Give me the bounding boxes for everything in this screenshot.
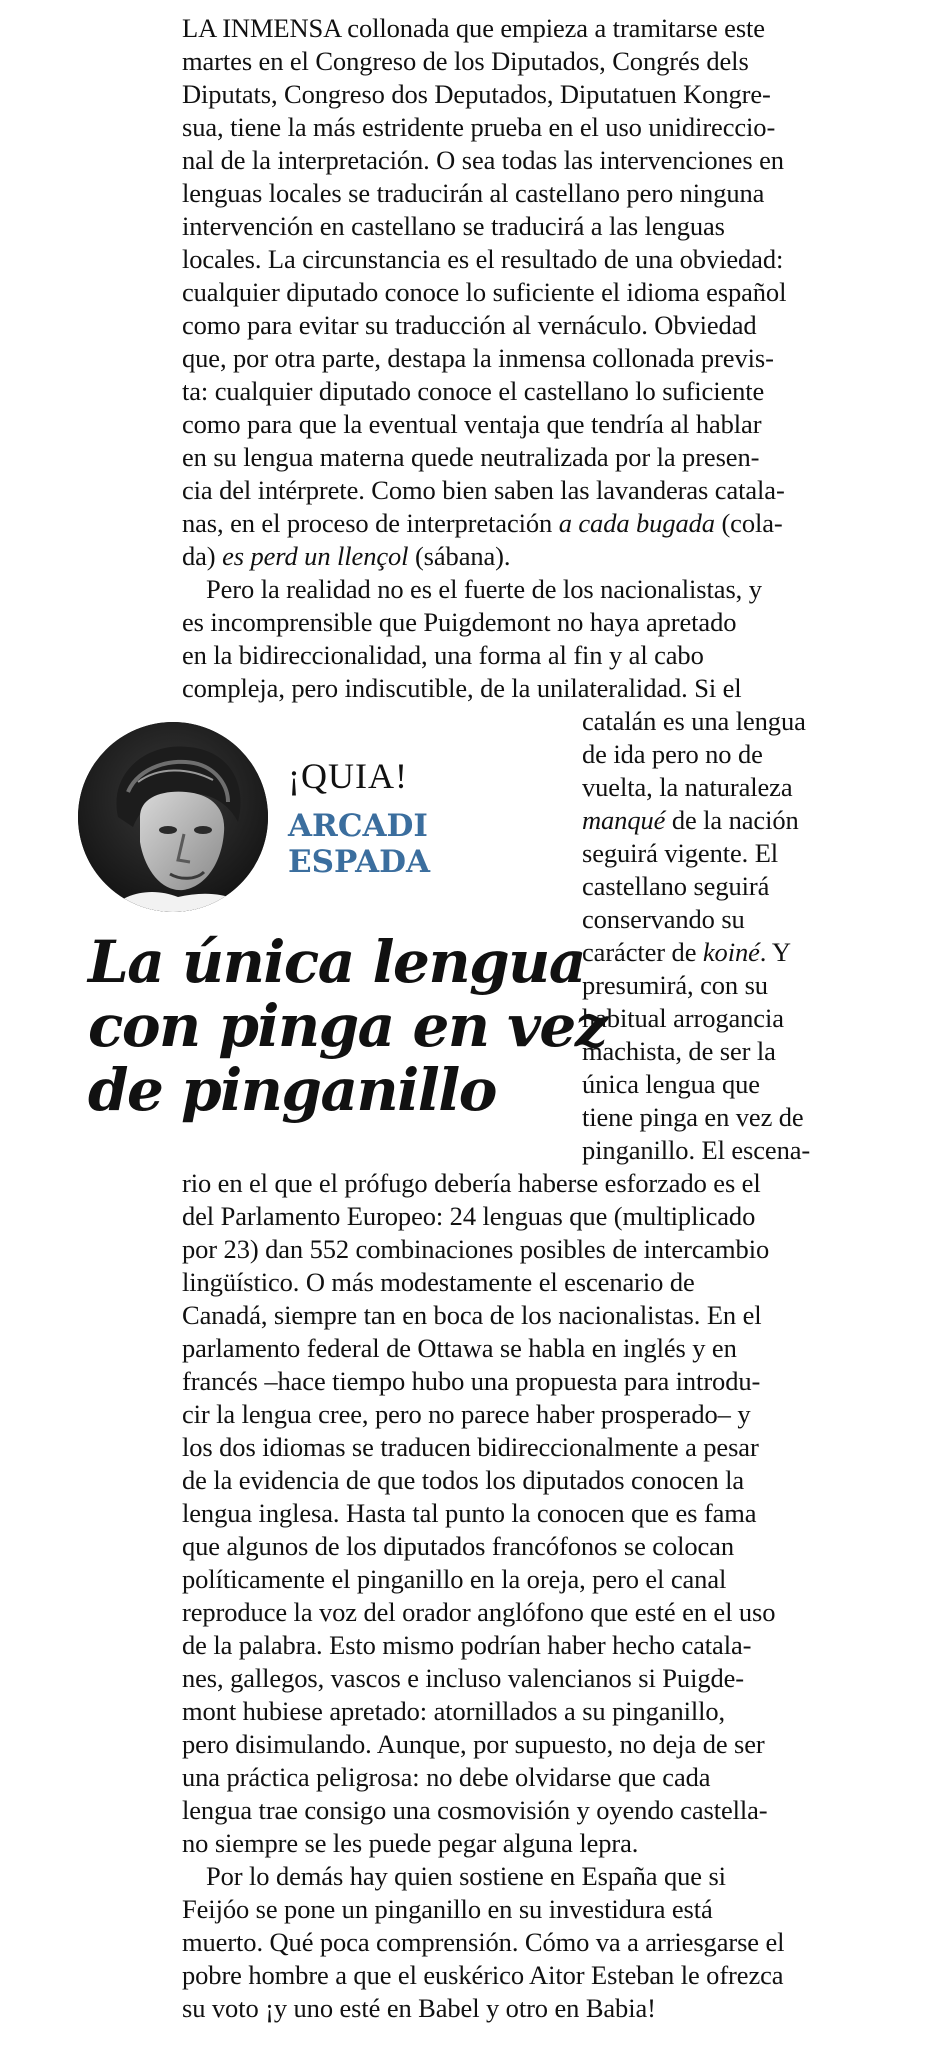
body-line: de ida pero no de [582,739,763,769]
body-line: es incomprensible que Puigdemont no haya apretado [182,607,737,637]
body-line [182,507,783,540]
body-line: única lengua que [582,1069,760,1099]
author-name [288,808,430,880]
body-line: en su lengua materna quede neutralizada por la presen- [182,442,760,472]
body-line: de la evidencia de que todos los diputados conocen la [182,1465,745,1495]
body-text: nas, en el proceso de interpretación [182,508,559,538]
body-line: presumirá, con su [582,970,768,1000]
body-line: mont hubiese apretado: atornillados a su pinganillo, [182,1696,726,1726]
body-italic-text: koiné [702,937,760,967]
body-line: como para que la eventual ventaja que tendría al hablar [182,409,762,439]
body-text: da) [182,541,223,571]
body-line: cir la lengua cree, pero no parece haber prosperado– y [182,1399,751,1429]
body-line: pinganillo. El escena- [582,1135,811,1165]
body-line: martes en el Congreso de los Diputados, Congrés dels [182,46,749,76]
body-italic-text: a cada bugada [558,508,715,538]
body-line: por 23) dan 552 combinaciones posibles de intercambio [182,1234,770,1264]
body-italic-text: manqué [582,805,666,835]
body-line: conservando su [582,904,745,934]
body-line: de la palabra. Esto mismo podrían haber hecho catala- [182,1630,752,1660]
body-line: LA INMENSA collonada que empieza a tramitarse este [182,13,765,43]
headline-line: de pinganillo [88,1056,496,1124]
section-kicker: ¡QUIA! [288,756,408,796]
headline-line: con pinga en vez [88,992,607,1060]
body-line: Feijóo se pone un pinganillo en su investidura está [182,1894,713,1924]
body-line: parlamento federal de Ottawa se habla en inglés y en [182,1333,737,1363]
body-line: francés –hace tiempo hubo una propuesta para introdu- [182,1366,761,1396]
body-line: catalán es una lengua [582,706,806,736]
body-line: nal de la interpretación. O sea todas las intervenciones en [182,145,784,175]
author-portrait-icon [78,722,268,912]
body-text: (cola- [714,508,783,538]
body-text: . Y [759,937,791,967]
body-line: en la bidireccionalidad, una forma al fin y al cabo [182,640,704,670]
author-portrait [78,722,268,912]
author-first-name: ARCADI [288,808,428,844]
body-line: lingüístico. O más modestamente el escenario de [182,1267,695,1297]
body-line: Diputats, Congreso dos Deputados, Diputatuen Kongre- [182,79,771,109]
body-line: tiene pinga en vez de [582,1102,804,1132]
body-line: su voto ¡y uno esté en Babel y otro en Babia! [182,1993,656,2023]
body-line: cualquier diputado conoce lo suficiente el idioma español [182,277,787,307]
body-line: lengua trae consigo una cosmovisión y oyendo castella- [182,1795,768,1825]
body-line: compleja, pero indiscutible, de la unilateralidad. Si el [182,673,742,703]
body-line: políticamente el pinganillo en la oreja, pero el canal [182,1564,727,1594]
body-line: sua, tiene la más estridente prueba en el uso unidireccio- [182,112,776,142]
body-line: rio en el que el prófugo debería haberse esforzado es el [182,1168,761,1198]
body-line: Por lo demás hay quien sostiene en España que si [206,1861,726,1891]
body-line: que, por otra parte, destapa la inmensa collonada previs- [182,343,774,373]
body-italic-text: es perd un llençol [222,541,409,571]
body-line: muerto. Qué poca comprensión. Cómo va a arriesgarse el [182,1927,785,1957]
body-line: vuelta, la naturaleza [582,772,793,802]
body-line: seguirá vigente. El [582,838,779,868]
body-text: de la nación [665,805,799,835]
body-line: cia del intérprete. Como bien saben las lavanderas catala- [182,475,785,505]
body-line: Pero la realidad no es el fuerte de los nacionalistas, y [206,574,762,604]
headline [88,928,607,1124]
author-last-name: ESPADA [288,844,431,880]
body-line: machista, de ser la [582,1036,776,1066]
body-line: pobre hombre a que el euskérico Aitor Esteban le ofrezca [182,1960,784,1990]
body-line: habitual arrogancia [582,1003,784,1033]
body-line: los dos idiomas se traducen bidireccionalmente a pesar [182,1432,759,1462]
body-line: una práctica peligrosa: no debe olvidarse que cada [182,1762,711,1792]
body-line: locales. La circunstancia es el resultado de una obviedad: [182,244,784,274]
body-line: ta: cualquier diputado conoce el castellano lo suficiente [182,376,765,406]
body-line: castellano seguirá [582,871,770,901]
body-line [182,540,510,573]
body-line: no siempre se les puede pegar alguna lepra. [182,1828,639,1858]
body-text: (sábana). [408,541,511,571]
body-line: Canadá, siempre tan en boca de los nacionalistas. En el [182,1300,762,1330]
body-line: que algunos de los diputados francófonos se colocan [182,1531,734,1561]
body-line: reproduce la voz del orador anglófono que esté en el uso [182,1597,776,1627]
body-line: como para evitar su traducción al vernáculo. Obviedad [182,310,757,340]
body-line [582,804,799,837]
body-line [582,936,791,969]
headline-line: La única lengua [88,928,585,996]
body-line: pero disimulando. Aunque, por supuesto, no deja de ser [182,1729,765,1759]
body-line: del Parlamento Europeo: 24 lenguas que (multiplicado [182,1201,756,1231]
body-line: lengua inglesa. Hasta tal punto la conocen que es fama [182,1498,757,1528]
body-line: intervención en castellano se traducirá a las lenguas [182,211,725,241]
body-line: lenguas locales se traducirán al castellano pero ninguna [182,178,765,208]
body-line: nes, gallegos, vascos e incluso valencianos si Puigde- [182,1663,745,1693]
body-text: carácter de [582,937,703,967]
